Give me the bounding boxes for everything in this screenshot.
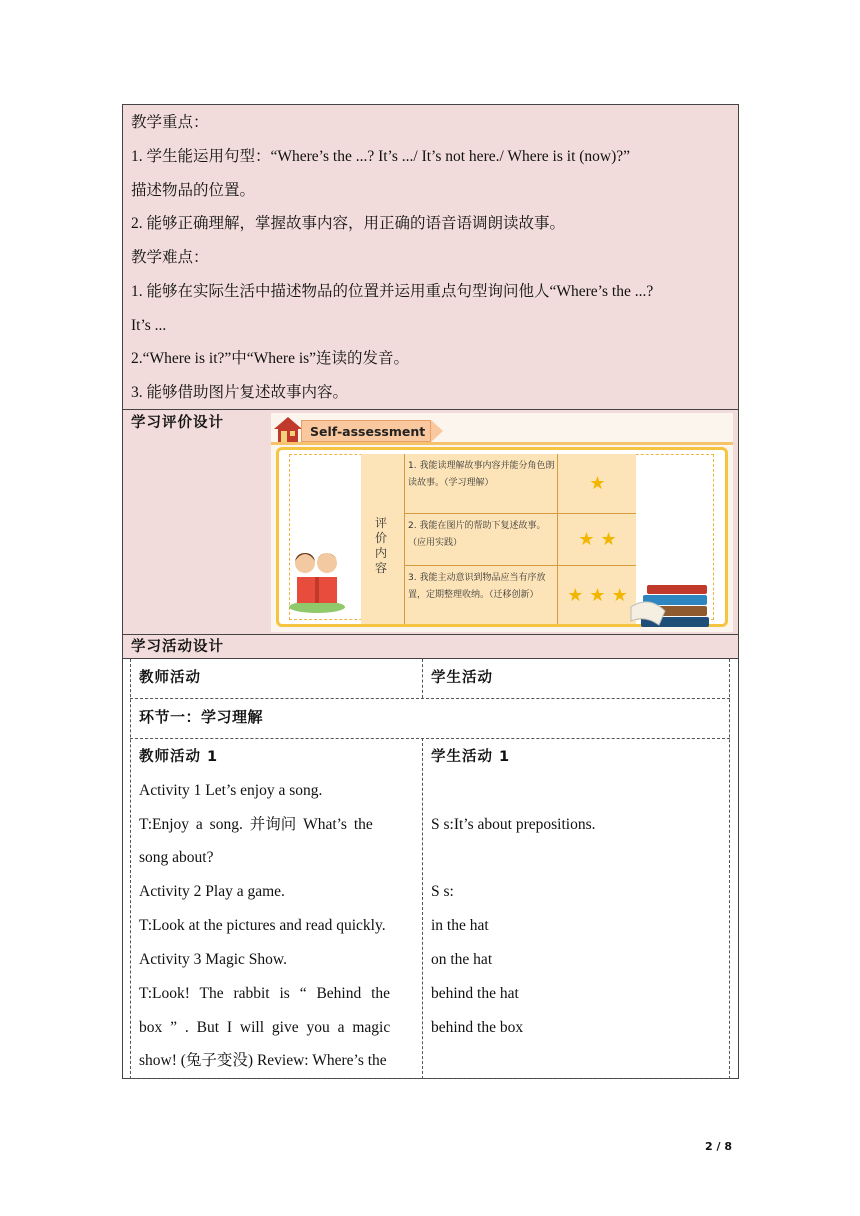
teacher-activity-1-title: 教师活动 1	[139, 749, 219, 765]
focus-item-1-cont: 描述物品的位置。	[131, 182, 256, 199]
difficulty-item-1: 1. 能够在实际生活中描述物品的位置并运用重点句型询问他人“Where’s the ...?	[131, 283, 654, 300]
student-line: S s:It’s about prepositions.	[431, 816, 596, 833]
category-cell	[361, 454, 405, 624]
house-icon	[273, 415, 303, 443]
self-assessment-image	[271, 413, 733, 632]
difficulty-item-3: 3. 能够借助图片复述故事内容。	[131, 384, 349, 401]
teacher-line: Activity 1 Let’s enjoy a song.	[139, 782, 323, 799]
assessment-row-text: 3. 我能主动意识到物品应当有序放置，定期整理收纳。（迁移创新）	[408, 573, 546, 600]
difficulty-item-2: 2.“Where is it?”中“Where is”连读的发音。	[131, 350, 410, 367]
assessment-row-3	[404, 566, 636, 624]
focus-item-1: 1. 学生能运用句型：“Where’s the ...? It’s .../ It’s not here./ Where is it (now)?”	[131, 148, 631, 165]
reading-kids-illustration	[287, 539, 347, 615]
teacher-line: Activity 2 Play a game.	[139, 883, 285, 900]
page-number: 2 / 8	[705, 1140, 732, 1153]
teacher-line: song about?	[139, 849, 214, 866]
star-icon: ★	[589, 584, 606, 605]
assessment-row-1	[404, 454, 636, 514]
star-icon: ★	[611, 584, 628, 605]
table-divider-body	[422, 738, 423, 1079]
table-rule	[130, 698, 730, 699]
star-rating	[557, 566, 637, 624]
banner-tail	[431, 420, 443, 442]
table-divider-top	[422, 659, 423, 698]
star-icon: ★	[567, 584, 584, 605]
student-activity-header: 学生活动	[431, 670, 493, 686]
student-line: in the hat	[431, 917, 489, 934]
star-icon: ★	[589, 473, 606, 493]
teacher-line: box ” . But I will give you a magic	[139, 1019, 391, 1036]
activity-label: 学习活动设计	[131, 639, 224, 655]
teacher-activity-header: 教师活动	[139, 670, 201, 686]
assessment-row-text: 2. 我能在图片的帮助下复述故事。（应用实践）	[408, 521, 546, 548]
student-line: behind the hat	[431, 985, 519, 1002]
assessment-row-text: 1. 我能读理解故事内容并能分角色朗读故事。（学习理解）	[408, 461, 555, 488]
table-rule	[130, 738, 730, 739]
assessment-row-2	[404, 514, 636, 566]
assessment-table	[361, 454, 636, 624]
teacher-line: T:Look! The rabbit is “ Behind the	[139, 985, 391, 1002]
teacher-line: Activity 3 Magic Show.	[139, 951, 287, 968]
assessment-label: 学习评价设计	[131, 415, 224, 431]
student-line: S s:	[431, 883, 454, 900]
focus-item-2: 2. 能够正确理解，掌握故事内容，用正确的语音语调朗读故事。	[131, 215, 566, 232]
star-rating	[557, 514, 637, 565]
teacher-line: show! (兔子变没) Review: Where’s the	[139, 1052, 387, 1069]
student-line: on the hat	[431, 951, 493, 968]
section-1-title-text: 环节一：学习理解	[139, 708, 264, 726]
star-icon: ★	[600, 529, 617, 549]
star-rating	[557, 454, 637, 513]
difficulty-heading: 教学难点：	[131, 249, 209, 266]
books-illustration	[629, 581, 719, 629]
teacher-line: T:Look at the pictures and read quickly.	[139, 917, 386, 934]
self-assessment-banner: Self-assessment	[301, 420, 431, 442]
star-icon: ★	[578, 529, 595, 549]
banner-bar	[271, 442, 733, 445]
student-activity-1-title: 学生活动 1	[431, 749, 511, 765]
difficulty-item-1-cont: It’s ...	[131, 317, 167, 334]
category-label: 评价内容	[375, 516, 388, 575]
focus-heading: 教学重点：	[131, 114, 209, 131]
student-line: behind the box	[431, 1019, 524, 1036]
teacher-line: T:Enjoy a song. 并询问 What’s the	[139, 816, 373, 833]
section-1-title	[139, 706, 263, 729]
